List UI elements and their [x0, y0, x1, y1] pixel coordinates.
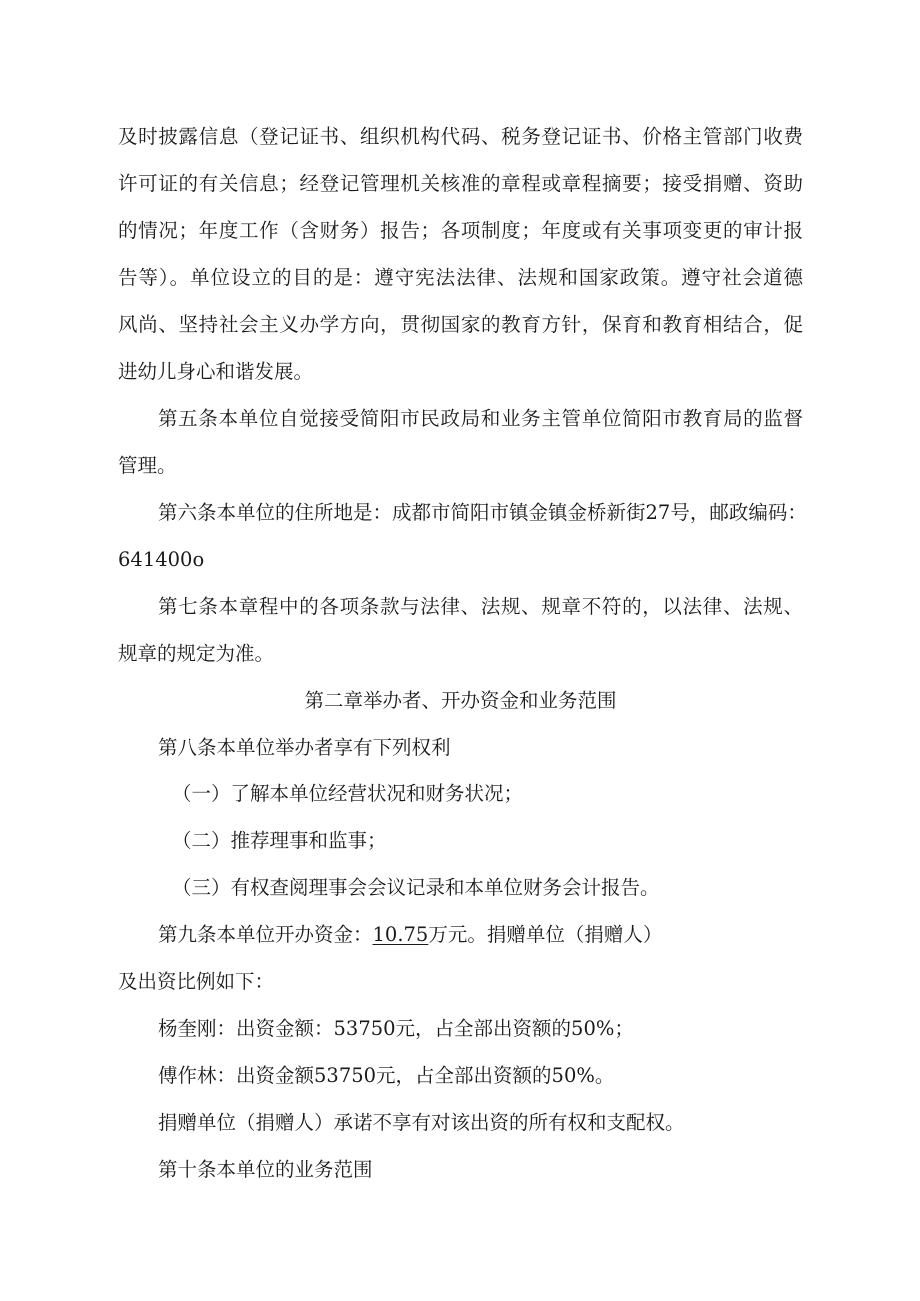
article-6-line: 641400o	[118, 548, 205, 571]
article-9-suffix: 万元。捐赠单位（捐赠人）	[428, 923, 663, 946]
paragraph-line: 进幼儿身心和谐发展。	[118, 360, 314, 383]
donor-line: 杨奎刚：出资金额：53750元，占全部出资额的50%；	[158, 1017, 634, 1040]
article-9-line: 及出资比例如下：	[118, 970, 275, 993]
donor-line: 傅作林：出资金额53750元，占全部出资额的50%。	[158, 1064, 615, 1087]
article-9-line	[158, 922, 662, 948]
paragraph-line: 许可证的有关信息；经登记管理机关核准的章程或章程摘要；接受捐赠、资助	[118, 172, 803, 195]
article-5-line: 管理。	[118, 454, 177, 477]
paragraph-line: 风尚、坚持社会主义办学方向，贯彻国家的教育方针，保育和教育相结合，促	[118, 313, 803, 336]
capital-amount: 10.75	[372, 923, 429, 946]
list-item: （三）有权查阅理事会会议记录和本单位财务会计报告。	[172, 876, 660, 899]
article-9-prefix: 第九条本单位开办资金：	[158, 923, 373, 946]
article-7-line: 第七条本章程中的各项条款与法律、法规、规章不符的，以法律、法规、	[158, 595, 803, 618]
list-item: （二）推荐理事和监事；	[172, 829, 387, 852]
donor-note: 捐赠单位（捐赠人）承诺不享有对该出资的所有权和支配权。	[158, 1111, 685, 1134]
article-10-heading: 第十条本单位的业务范围	[158, 1158, 373, 1181]
paragraph-line: 告等）。单位设立的目的是：遵守宪法法律、法规和国家政策。遵守社会道德	[118, 266, 803, 289]
paragraph-line: 及时披露信息（登记证书、组织机构代码、税务登记证书、价格主管部门收费	[118, 125, 803, 148]
article-6-line: 第六条本单位的住所地是：成都市简阳市镇金镇金桥新街27号，邮政编码：	[158, 501, 807, 524]
chapter-heading: 第二章举办者、开办资金和业务范围	[304, 689, 617, 712]
list-item: （一）了解本单位经营状况和财务状况；	[172, 782, 524, 805]
article-5-line: 第五条本单位自觉接受简阳市民政局和业务主管单位简阳市教育局的监督	[158, 407, 803, 430]
article-7-line: 规章的规定为准。	[118, 642, 275, 665]
article-8-heading: 第八条本单位举办者享有下列权利	[158, 736, 451, 759]
paragraph-line: 的情况；年度工作（含财务）报告；各项制度；年度或有关事项变更的审计报	[118, 219, 803, 242]
